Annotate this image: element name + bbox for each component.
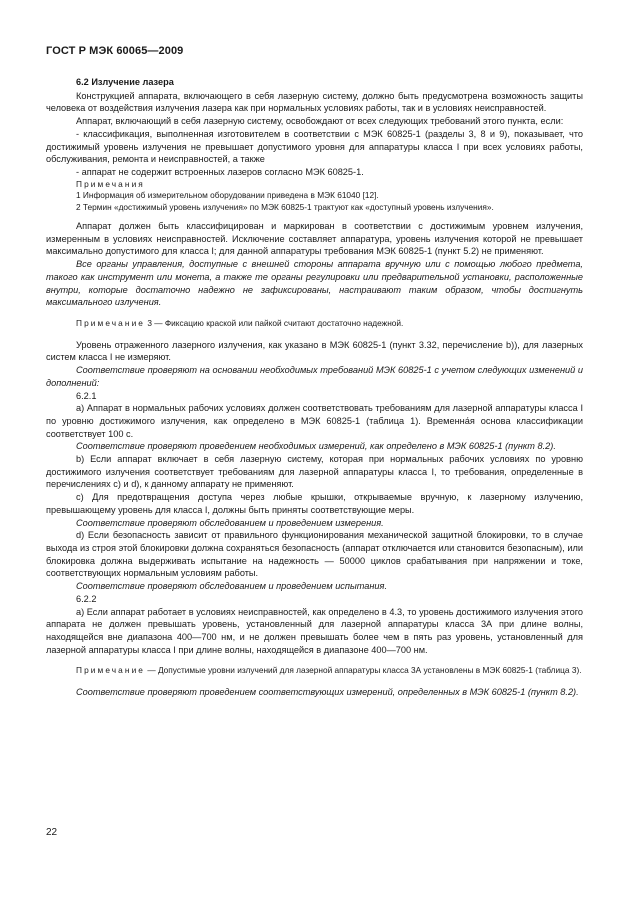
- document-body: [46, 76, 583, 699]
- section-title: 6.2 Излучение лазера: [76, 77, 174, 87]
- compliance-check: Соответствие проверяют обследованием и проведением испытания.: [76, 581, 388, 592]
- paragraph: Все органы управления, доступные с внешней стороны аппарата вручную или с помощью любого предмета, такого как инструмент или монета, а также те органы регулировки или предварительной установки, расположенные внутри, которые достаточно надежно не зафиксированы, настраивают таким образом, чтобы достигнуть максимального излучения.: [46, 259, 583, 308]
- note-text: 3 — Фиксацию краской или пайкой считают достаточно надежной.: [147, 317, 404, 328]
- compliance-check: Соответствие проверяют проведением соответствующих измерений, определенных в МЭК 60825-1 (пункт 8.2).: [76, 687, 579, 698]
- paragraph: d) Если безопасность зависит от правильного функционирования механической защитной блокировки, то в случае выхода из строя этой блокировки должна сохраняться безопасность (аппарат отключается или становится безопасным), или блокировка должна выдерживать испытание на надежность — 50000 циклов срабатывания при напряжении и токе, соответствующих нормальным условиям работы.: [46, 530, 583, 579]
- document-header: ГОСТ Р МЭК 60065—2009: [46, 45, 184, 57]
- page-number: 22: [46, 827, 58, 838]
- subsection-number: 6.2.1: [76, 390, 97, 401]
- note-label: Примечание: [76, 665, 146, 676]
- subsection-number: 6.2.2: [76, 593, 97, 604]
- note: [46, 665, 583, 677]
- paragraph: а) Аппарат в нормальных рабочих условиях должен соответствовать требованиям для лазерной аппаратуры класса I по уровню достижимого излучения, как определено в МЭК 60825-1 (таблица 1). Временна́я основа классификации соответствует 100 с.: [46, 403, 583, 439]
- paragraph: Аппарат, включающий в себя лазерную систему, освобождают от всех следующих требований этого пункта, если:: [76, 116, 564, 127]
- list-item: - классификация, выполненная изготовителем в соответствии с МЭК 60825-1 (разделы 3, 8 и 9), показывает, что достижимый уровень излучения не превышает допустимого уровня для аппаратуры класса I при всех условиях работы, обслуживания, ремонта и неисправностей, а также: [46, 128, 583, 165]
- note-text: — Допустимые уровни излучений для лазерной аппаратуры класса 3А установлены в МЭК 60825-1 (таблица 3).: [147, 665, 582, 676]
- compliance-check: Соответствие проверяют проведением необходимых измерений, как определено в МЭК 60825-1 (пункт 8.2).: [76, 441, 556, 452]
- note: 1 Информация об измерительном оборудовании приведена в МЭК 61040 [12].: [76, 190, 379, 201]
- paragraph: Конструкцией аппарата, включающего в себя лазерную систему, должно быть предусмотрена возможность защиты человека от воздействия излучения лазера как при нормальных условиях работы, так и в условиях неисправностей.: [46, 90, 583, 114]
- paragraph: Аппарат должен быть классифицирован и маркирован в соответствии с достижимым уровнем излучения, измеренным в условиях неисправностей. Исключение составляет аппаратура, уровень излучения которой не превышает максимально допустимого для класса I; для данной аппаратуры требования МЭК 60825-1 (пункт 5.2) не применяют.: [46, 221, 583, 257]
- note: [46, 318, 583, 330]
- note: 2 Термин «достижимый уровень излучения» по МЭК 60825-1 трактуют как «доступный уровень излучения».: [76, 202, 494, 213]
- paragraph: а) Если аппарат работает в условиях неисправностей, как определено в 4.3, то уровень достижимого излучения этого аппарата не должен превышать уровень, установленный для лазерной аппаратуры класса 3А при длине волны, находящейся вне диапазона 400—700 нм, и не должен превышать более чем в пять раз уровень, установленный для лазерной аппаратуры класса I при длине волны, находящейся в диапазоне 400—700 нм.: [46, 606, 583, 655]
- compliance-check: Соответствие проверяют обследованием и проведением измерения.: [76, 517, 384, 528]
- note-label: Примечание: [76, 317, 146, 328]
- compliance-check: Соответствие проверяют на основании необходимых требований МЭК 60825-1 с учетом следующих изменений и дополнений:: [46, 365, 583, 388]
- paragraph: Уровень отраженного лазерного излучения, как указано в МЭК 60825-1 (пункт 3.32, перечисление b)), для лазерных систем класса I не измеряют.: [46, 339, 583, 363]
- paragraph: b) Если аппарат включает в себя лазерную систему, которая при нормальных рабочих условиях по уровню достижимого излучения соответствует требованиям для лазерной аппаратуры класса I, то требования, определенные в перечислениях с) и d), к данному аппарату не применяют.: [46, 454, 583, 490]
- paragraph: с) Для предотвращения доступа через любые крышки, открываемые вручную, к лазерному излучению, превышающему уровень для класса I, должны быть приняты соответствующие меры.: [46, 492, 583, 515]
- notes-heading: Примечания: [76, 178, 145, 189]
- list-item: - аппарат не содержит встроенных лазеров согласно МЭК 60825-1.: [76, 166, 364, 177]
